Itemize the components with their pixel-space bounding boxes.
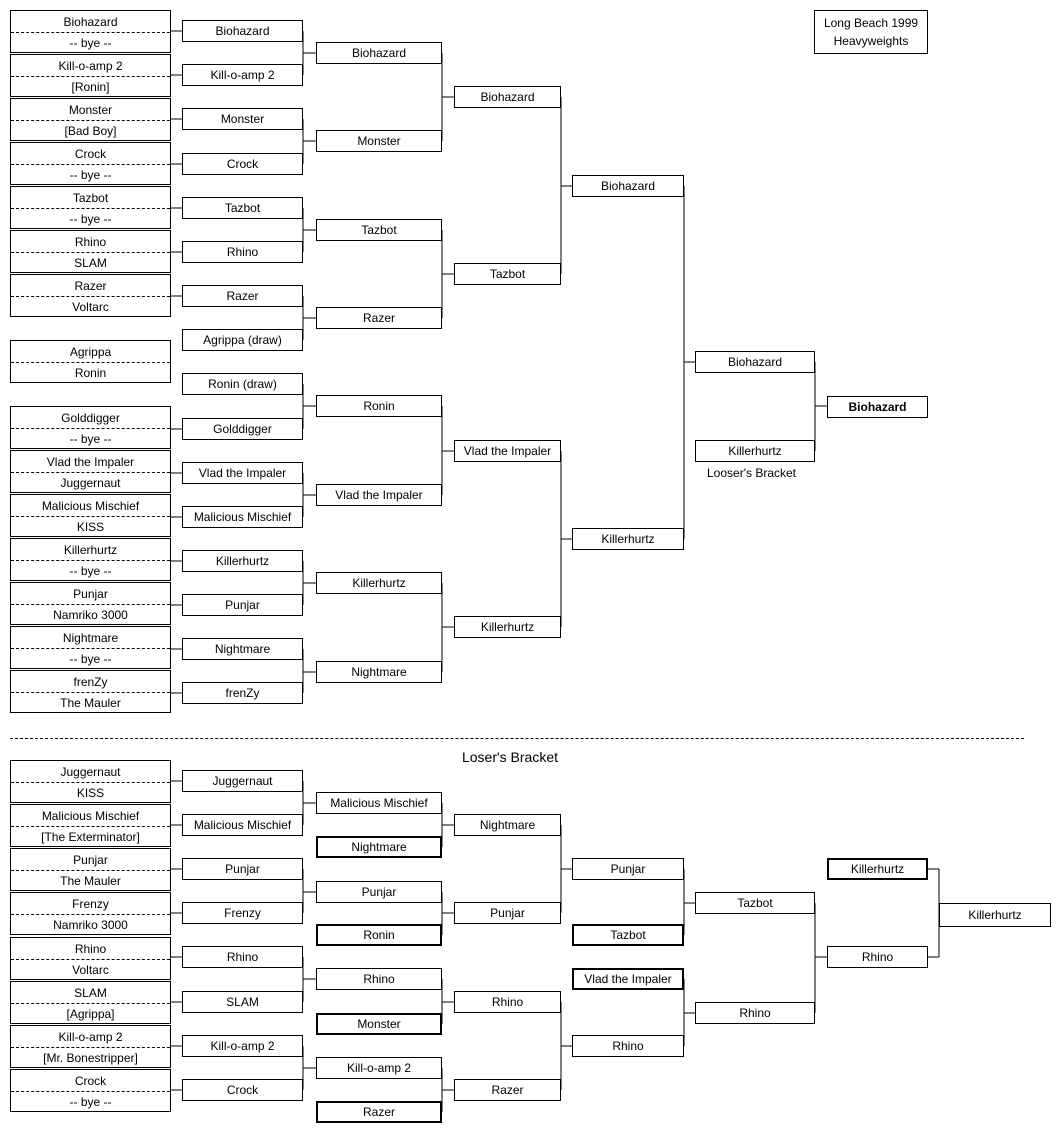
round5-killerhurtz: Killerhurtz <box>572 528 684 550</box>
round3-nightmare: Nightmare <box>316 661 442 683</box>
competitor-top: Malicious Mischief <box>41 808 140 823</box>
round3-biohazard: Biohazard <box>316 42 442 64</box>
losers-round2-punjar: Punjar <box>182 858 303 880</box>
losers-round3-malicious-mischief: Malicious Mischief <box>316 792 442 814</box>
round4-biohazard: Biohazard <box>454 86 561 108</box>
losers-round2-crock: Crock <box>182 1079 303 1101</box>
competitor-top: Malicious Mischief <box>41 498 140 513</box>
round3-monster: Monster <box>316 130 442 152</box>
competitor-top: Killerhurtz <box>63 542 118 557</box>
first-round-pair-vlad-the-impaler <box>10 450 171 493</box>
final-killerhurtz: Killerhurtz <box>695 440 815 462</box>
losers-winner-killerhurtz: Killerhurtz <box>939 903 1051 927</box>
competitor-top: Vlad the Impaler <box>46 454 135 469</box>
losers-first-round-pair-kill-o-amp-2 <box>10 1025 171 1068</box>
losers-round6-rhino: Rhino <box>695 1002 815 1024</box>
losers-first-round-pair-slam <box>10 981 171 1024</box>
competitor-top: Tazbot <box>72 190 109 205</box>
competitor-top: Biohazard <box>63 14 118 29</box>
losers-round3-nightmare: Nightmare <box>316 836 442 858</box>
losers-round2-kill-o-amp-2: Kill-o-amp 2 <box>182 1035 303 1057</box>
competitor-bottom: -- bye -- <box>11 208 170 228</box>
competitor-bottom: -- bye -- <box>11 428 170 448</box>
competitor-bottom: [Agrippa] <box>11 1003 170 1023</box>
competitor-bottom: KISS <box>11 516 170 536</box>
losers-round2-slam: SLAM <box>182 991 303 1013</box>
round2-rhino: Rhino <box>182 241 303 263</box>
losers-round3-rhino: Rhino <box>316 968 442 990</box>
losers-round2-malicious-mischief: Malicious Mischief <box>182 814 303 836</box>
losers-bracket-heading: Loser's Bracket <box>461 749 559 765</box>
competitor-bottom: [Bad Boy] <box>11 120 170 140</box>
competitor-bottom: Juggernaut <box>11 472 170 492</box>
losers-first-round-pair-juggernaut <box>10 760 171 803</box>
competitor-bottom: Voltarc <box>11 959 170 979</box>
competitor-bottom: [The Exterminator] <box>11 826 170 846</box>
competitor-top: Frenzy <box>72 896 109 911</box>
round2-razer: Razer <box>182 285 303 307</box>
competitor-bottom: [Mr. Bonestripper] <box>11 1047 170 1067</box>
losers-round2-rhino: Rhino <box>182 946 303 968</box>
looser-bracket-note: Looser's Bracket <box>707 466 796 480</box>
first-round-pair-nightmare <box>10 626 171 669</box>
competitor-bottom: -- bye -- <box>11 164 170 184</box>
competitor-top: Golddigger <box>61 410 120 425</box>
losers-round4-punjar: Punjar <box>454 902 561 924</box>
losers-round3-kill-o-amp-2: Kill-o-amp 2 <box>316 1057 442 1079</box>
losers-round3-ronin: Ronin <box>316 924 442 946</box>
losers-first-round-pair-rhino <box>10 937 171 980</box>
competitor-top: Rhino <box>74 234 107 249</box>
competitor-top: Crock <box>74 146 107 161</box>
first-round-pair-crock <box>10 142 171 185</box>
round4-tazbot: Tazbot <box>454 263 561 285</box>
competitor-top: Nightmare <box>62 630 119 645</box>
competitor-top: SLAM <box>74 985 107 1000</box>
round2-killerhurtz: Killerhurtz <box>182 550 303 572</box>
first-round-pair-agrippa <box>10 340 171 383</box>
competitor-top: Crock <box>74 1073 107 1088</box>
losers-round5-tazbot: Tazbot <box>572 924 684 946</box>
losers-round4-nightmare: Nightmare <box>454 814 561 836</box>
round2-kill-o-amp-2: Kill-o-amp 2 <box>182 64 303 86</box>
competitor-top: Monster <box>68 102 113 117</box>
losers-round5-vlad-the-impaler: Vlad the Impaler <box>572 968 684 990</box>
competitor-top: Rhino <box>74 941 107 956</box>
round2-vlad-the-impaler: Vlad the Impaler <box>182 462 303 484</box>
round2-punjar: Punjar <box>182 594 303 616</box>
competitor-bottom: [Ronin] <box>11 76 170 96</box>
round3-vlad-the-impaler: Vlad the Impaler <box>316 484 442 506</box>
competitor-bottom: The Mauler <box>11 870 170 890</box>
section-divider <box>10 738 1024 739</box>
losers-first-round-pair-malicious-mischief <box>10 804 171 847</box>
competitor-top: Kill-o-amp 2 <box>58 1029 123 1044</box>
round2-golddigger: Golddigger <box>182 418 303 440</box>
first-round-pair-razer <box>10 274 171 317</box>
losers-round7-killerhurtz: Killerhurtz <box>827 858 928 880</box>
round3-razer: Razer <box>316 307 442 329</box>
round3-killerhurtz: Killerhurtz <box>316 572 442 594</box>
round2-tazbot: Tazbot <box>182 197 303 219</box>
first-round-pair-biohazard <box>10 10 171 53</box>
competitor-top: Agrippa <box>69 344 112 359</box>
losers-round2-frenzy: Frenzy <box>182 902 303 924</box>
competitor-bottom: -- bye -- <box>11 648 170 668</box>
losers-round3-punjar: Punjar <box>316 881 442 903</box>
round3-tazbot: Tazbot <box>316 219 442 241</box>
round2-malicious-mischief: Malicious Mischief <box>182 506 303 528</box>
losers-round3-monster: Monster <box>316 1013 442 1035</box>
competitor-bottom: Namriko 3000 <box>11 604 170 624</box>
first-round-pair-punjar <box>10 582 171 625</box>
competitor-bottom: -- bye -- <box>11 1091 170 1111</box>
losers-first-round-pair-punjar <box>10 848 171 891</box>
round2-biohazard: Biohazard <box>182 20 303 42</box>
round2-frenzy: frenZy <box>182 682 303 704</box>
first-round-pair-frenzy <box>10 670 171 713</box>
round4-vlad-the-impaler: Vlad the Impaler <box>454 440 561 462</box>
competitor-bottom: SLAM <box>11 252 170 272</box>
competitor-top: Kill-o-amp 2 <box>58 58 123 73</box>
losers-round7-rhino: Rhino <box>827 946 928 968</box>
final-biohazard: Biohazard <box>695 351 815 373</box>
first-round-pair-killerhurtz <box>10 538 171 581</box>
competitor-bottom: KISS <box>11 782 170 802</box>
competitor-bottom: The Mauler <box>11 692 170 712</box>
losers-first-round-pair-frenzy <box>10 892 171 935</box>
first-round-pair-rhino <box>10 230 171 273</box>
first-round-pair-kill-o-amp-2 <box>10 54 171 97</box>
first-round-pair-malicious-mischief <box>10 494 171 537</box>
first-round-pair-golddigger <box>10 406 171 449</box>
losers-first-round-pair-crock <box>10 1069 171 1112</box>
losers-round4-razer: Razer <box>454 1079 561 1101</box>
losers-round5-punjar: Punjar <box>572 858 684 880</box>
round2-agrippa-draw: Agrippa (draw) <box>182 329 303 351</box>
competitor-bottom: -- bye -- <box>11 32 170 52</box>
losers-round2-juggernaut: Juggernaut <box>182 770 303 792</box>
competitor-top: Razer <box>74 278 107 293</box>
round5-biohazard: Biohazard <box>572 175 684 197</box>
first-round-pair-monster <box>10 98 171 141</box>
competitor-bottom: -- bye -- <box>11 560 170 580</box>
title-line-1: Long Beach 1999 <box>823 16 919 30</box>
round4-killerhurtz: Killerhurtz <box>454 616 561 638</box>
losers-round4-rhino: Rhino <box>454 991 561 1013</box>
round2-nightmare: Nightmare <box>182 638 303 660</box>
competitor-top: Juggernaut <box>60 764 121 779</box>
competitor-top: frenZy <box>73 674 108 689</box>
losers-round3-razer: Razer <box>316 1101 442 1123</box>
losers-round6-tazbot: Tazbot <box>695 892 815 914</box>
champion-biohazard: Biohazard <box>827 396 928 418</box>
competitor-bottom: Ronin <box>11 362 170 382</box>
competitor-top: Punjar <box>73 586 108 601</box>
competitor-bottom: Voltarc <box>11 296 170 316</box>
competitor-top: Punjar <box>73 852 108 867</box>
first-round-pair-tazbot <box>10 186 171 229</box>
competitor-bottom: Namriko 3000 <box>11 914 170 934</box>
title-line-2: Heavyweights <box>833 34 909 48</box>
round2-crock: Crock <box>182 153 303 175</box>
losers-round5-rhino: Rhino <box>572 1035 684 1057</box>
round2-monster: Monster <box>182 108 303 130</box>
round3-ronin: Ronin <box>316 395 442 417</box>
round2-ronin-draw: Ronin (draw) <box>182 373 303 395</box>
